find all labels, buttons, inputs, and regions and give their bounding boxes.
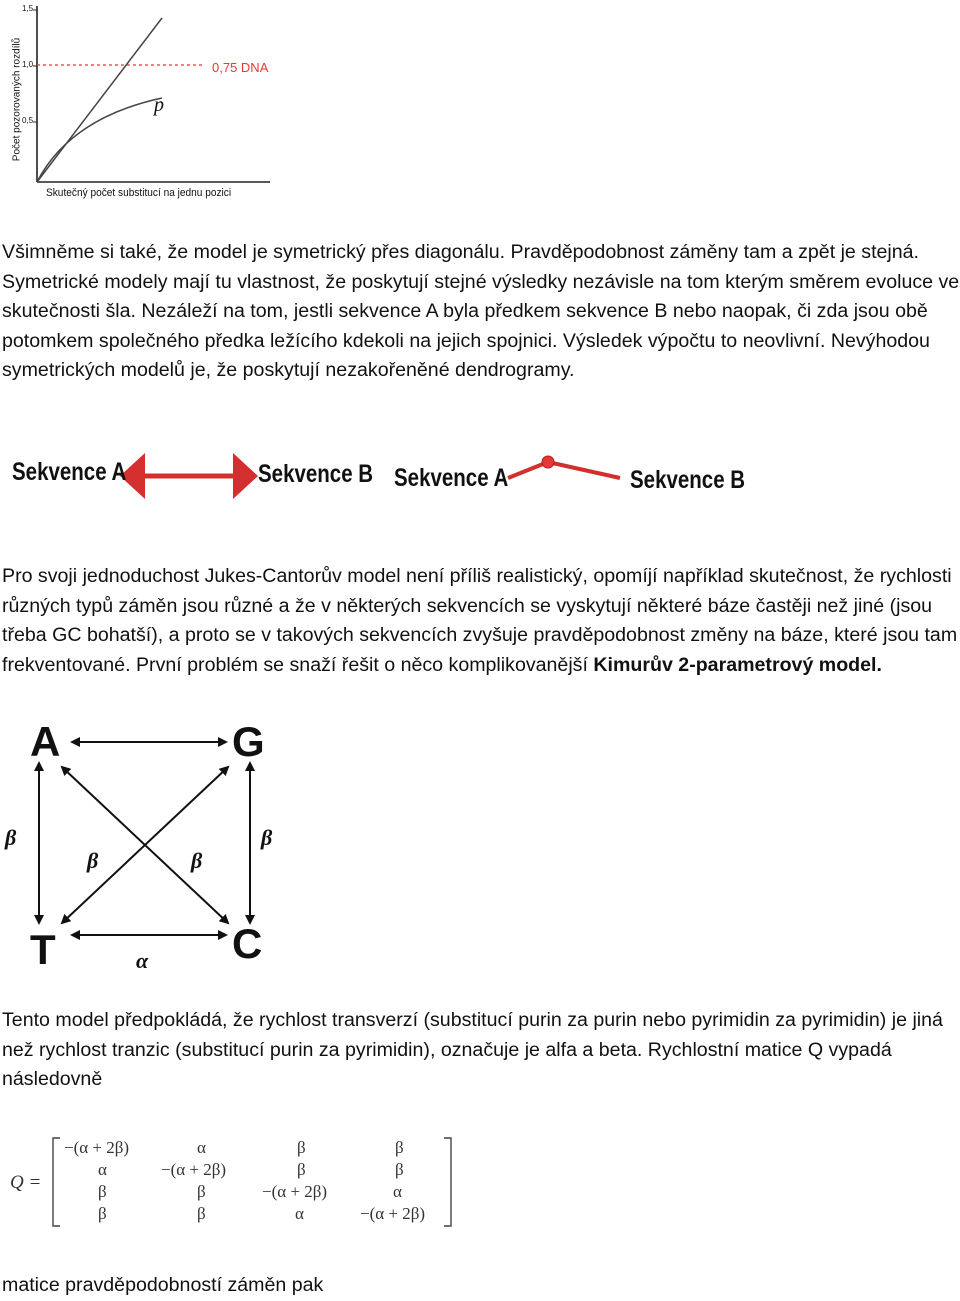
sequence-a-right: Sekvence A xyxy=(394,464,509,492)
matrix-cell: α xyxy=(393,1182,402,1201)
beta-diag-right: β xyxy=(191,848,203,873)
sequence-a-left: Sekvence A xyxy=(12,458,127,486)
right-bracket xyxy=(444,1138,451,1226)
sequence-b-right: Sekvence B xyxy=(630,466,746,494)
matrix-cell: −(α + 2β) xyxy=(64,1138,130,1157)
base-g: G xyxy=(232,718,265,765)
arrow-head-right-icon xyxy=(233,453,258,499)
p-label: p xyxy=(154,94,164,116)
paragraph-jukes-cantor-text: Pro svoji jednoduchost Jukes-Cantorův model není příliš realistický, opomíjí například skutečnost, že rychlosti různých typů záměn jsou různé a že v některých sekvencích se vyskytují některé báze častěji než jiné (jsou třeba GC bohatší), a proto se v takových sekvencích zvyšuje pravděpodobnost změny na báze, které jsou tam frekventované. První problém se snaží řešit o něco komplikovanější xyxy=(2,565,958,676)
y-tick-1-0: 1,0 xyxy=(22,60,34,69)
paragraph-kimura-description: Tento model předpokládá, že rychlost transverzí (substitucí purin za purin nebo pyrimidin za pyrimidin) je jiná než rychlost tranzic (substitucí purin za pyrimidin), označuje je alfa a beta. Rychlostní matice Q vypadá následovně xyxy=(2,1009,943,1091)
y-axis-label: Počet pozorovaných rozdílů xyxy=(11,37,23,162)
beta-left: β xyxy=(5,825,17,850)
base-c: C xyxy=(232,920,263,967)
matrix-cell: β xyxy=(197,1182,206,1201)
matrix-cell: β xyxy=(395,1138,404,1157)
dna-label: 0,75 DNA xyxy=(212,60,269,75)
beta-right: β xyxy=(261,825,273,850)
alpha-bottom: α xyxy=(136,948,149,973)
matrix-cell: β xyxy=(395,1160,404,1179)
actual-line xyxy=(37,18,162,182)
base-t: T xyxy=(30,926,56,973)
ancestor-node-icon xyxy=(542,456,554,468)
matrix-cell: β xyxy=(297,1160,306,1179)
base-a: A xyxy=(30,718,61,765)
matrix-cell: β xyxy=(98,1182,107,1201)
left-bracket xyxy=(53,1138,60,1226)
matrix-cell: β xyxy=(98,1204,107,1223)
sequence-b-left: Sekvence B xyxy=(258,460,374,488)
x-axis-label: Skutečný počet substitucí na jednu pozici xyxy=(46,187,232,199)
paragraph-jukes-cantor xyxy=(2,562,960,680)
kimura-model-name: Kimurův 2-parametrový model. xyxy=(593,653,882,676)
ancestor-branches xyxy=(508,462,620,478)
matrix-cell: −(α + 2β) xyxy=(262,1182,328,1201)
y-tick-1-5: 1,5 xyxy=(22,4,34,13)
paragraph-symmetry: Všimněme si také, že model je symetrický přes diagonálu. Pravděpodobnost záměny tam a zpět je stejná. Symetrické modely mají tu vlastnost, že poskytují stejné výsledky nezávisle na tom kterým směrem evoluce ve skutečnosti šla. Nezáleží na tom, jestli sekvence A byla předkem sekvence B nebo naopak, či zda jsou obě potomkem společného předka ležícího kdekoli na jejich spojnici. Výsledek výpočtu to neovlivní. Nevýhodou symetrických modelů je, že poskytují nezakořeněné dendrogramy. xyxy=(2,241,960,382)
rate-matrix xyxy=(0,1130,470,1230)
paragraph-probability-matrix: matice pravděpodobností záměn pak xyxy=(2,1274,324,1296)
saturation-graph-svg xyxy=(0,0,280,210)
y-tick-0-5: 0,5 xyxy=(22,116,34,125)
sequence-diagrams xyxy=(0,440,960,520)
beta-diag-left: β xyxy=(87,848,99,873)
matrix-cell: −(α + 2β) xyxy=(161,1160,227,1179)
saturation-graph xyxy=(0,0,280,210)
matrix-cell: −(α + 2β) xyxy=(360,1204,426,1223)
matrix-cell: β xyxy=(297,1138,306,1157)
matrix-cell: α xyxy=(295,1204,304,1223)
kimura-diagram xyxy=(0,715,300,975)
matrix-label: Q = xyxy=(10,1172,42,1193)
observed-curve xyxy=(37,98,162,182)
matrix-cell: α xyxy=(197,1138,206,1157)
matrix-cell: α xyxy=(98,1160,107,1179)
matrix-cell: β xyxy=(197,1204,206,1223)
